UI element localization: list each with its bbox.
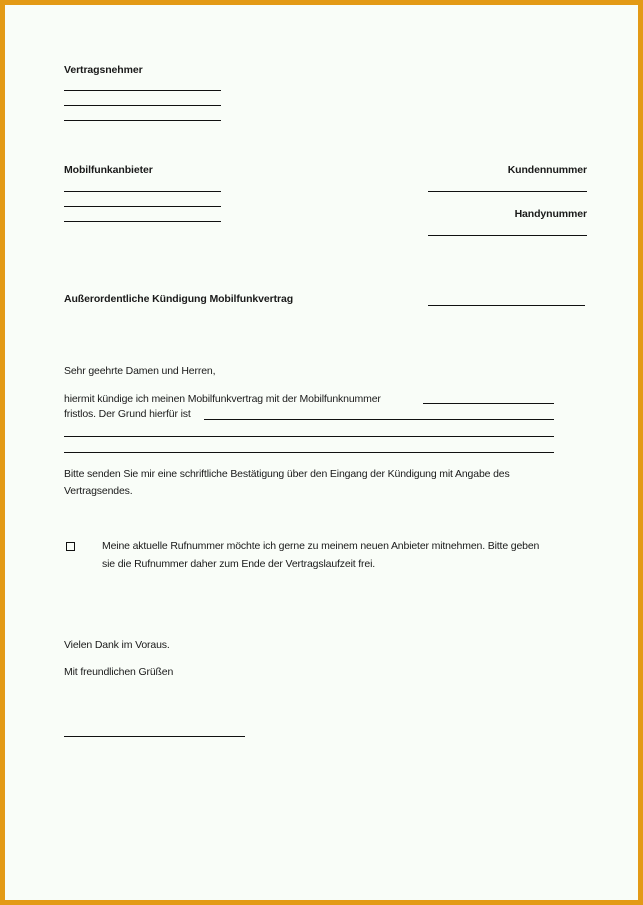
provider-line-1[interactable]	[64, 191, 221, 192]
document-page	[5, 5, 638, 900]
confirmation-line-1: Bitte senden Sie mir eine schriftliche Bestätigung über den Eingang der Kündigung mit Angabe des	[64, 468, 510, 480]
contractor-line-1[interactable]	[64, 90, 221, 91]
customer-number-label: Kundennummer	[507, 164, 587, 176]
contractor-line-2[interactable]	[64, 105, 221, 106]
porting-text-line-2: sie die Rufnummer daher zum Ende der Vertragslaufzeit frei.	[102, 558, 376, 570]
customer-number-line[interactable]	[428, 191, 587, 192]
body-line-1: hiermit kündige ich meinen Mobilfunkvertrag mit der Mobilfunknummer	[64, 393, 381, 405]
closing-text: Mit freundlichen Grüßen	[64, 666, 174, 678]
mobile-number-field-line[interactable]	[423, 403, 554, 404]
reason-line-1[interactable]	[204, 419, 554, 420]
thanks-text: Vielen Dank im Voraus.	[64, 639, 170, 651]
provider-line-2[interactable]	[64, 206, 221, 207]
mobile-number-line[interactable]	[428, 235, 587, 236]
subject-heading: Außerordentliche Kündigung Mobilfunkvertrag	[64, 293, 294, 305]
contractor-line-3[interactable]	[64, 120, 221, 121]
reason-line-2[interactable]	[64, 436, 554, 437]
signature-line[interactable]	[64, 736, 245, 737]
porting-checkbox[interactable]	[66, 542, 75, 551]
provider-line-3[interactable]	[64, 221, 221, 222]
contractor-label: Vertragsnehmer	[64, 64, 143, 76]
body-line-2: fristlos. Der Grund hierfür ist	[64, 408, 191, 420]
mobile-number-label: Handynummer	[514, 208, 587, 220]
provider-label: Mobilfunkanbieter	[64, 164, 153, 176]
date-line[interactable]	[428, 305, 585, 306]
salutation-text: Sehr geehrte Damen und Herren,	[64, 365, 216, 377]
reason-line-3[interactable]	[64, 452, 554, 453]
porting-text-line-1: Meine aktuelle Rufnummer möchte ich gerne zu meinem neuen Anbieter mitnehmen. Bitte geben	[102, 540, 540, 552]
confirmation-line-2: Vertragsendes.	[64, 485, 133, 497]
